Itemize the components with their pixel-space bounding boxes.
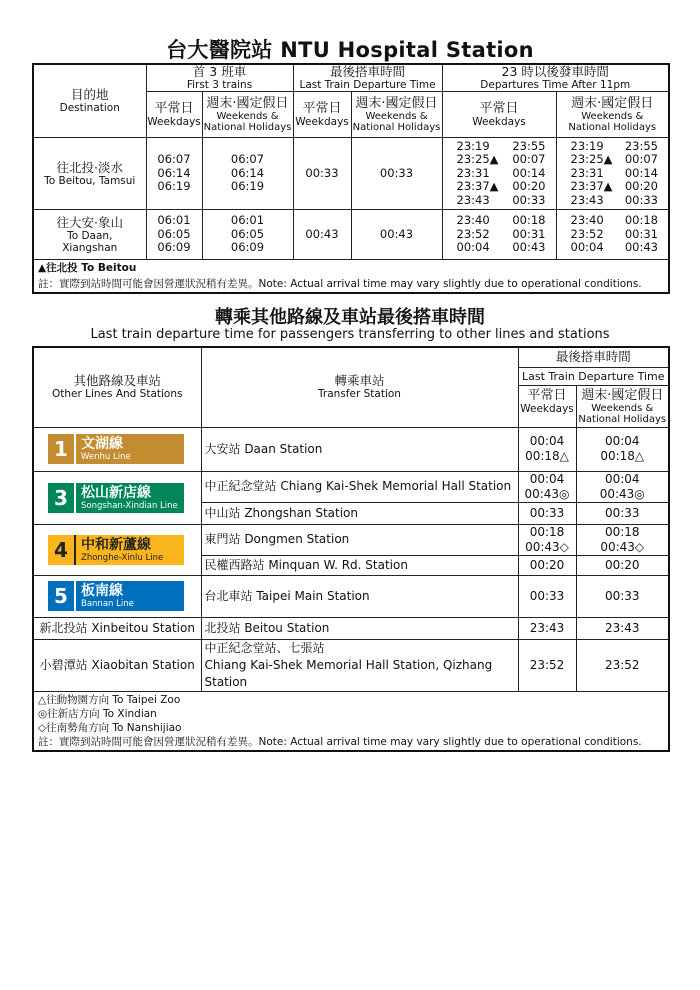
table-row (33, 575, 669, 617)
weekend-header: 週末·國定假日 Weekends & National Holidays (202, 92, 293, 138)
last-train-subheader: Last Train Departure Time 平常日 Weekdays 週末·國定假日 Weekends & National Holidays (520, 369, 667, 425)
last-train-header: 最後搭車時間 (518, 347, 669, 367)
line-badge-wenhu: 1 文湖線 Wenhu Line (48, 434, 184, 464)
table-row (33, 471, 669, 502)
after-weekend: 23:19 23:25▲ 23:31 23:37▲ 23:43 23:55 00:07 00:14 00:20 00:33 (556, 138, 669, 210)
transfer-subtitle: Last train departure time for passengers transferring to other lines and stations (90, 327, 610, 342)
station-beitou: 北投站 Beitou Station (201, 617, 518, 639)
legend-beitou: ▲往北投 To Beitou (38, 262, 137, 274)
table-row (33, 427, 669, 471)
station-ckshm: 中正紀念堂站 Chiang Kai-Shek Memorial Hall Station (201, 471, 518, 502)
weekend-time: 00:18 00:43◇ (576, 524, 669, 555)
weekday-header: 平常日 Weekdays (146, 92, 202, 138)
station-ckshm-qizhang: 中正紀念堂站、七張站 Chiang Kai-Shek Memorial Hall Station, Qizhang Station (201, 639, 518, 691)
after-weekday: 23:19 23:25▲ 23:31 23:37▲ 23:43 23:55 00:07 00:14 00:20 00:33 (442, 138, 556, 210)
destination-cell: 往北投·淡水 To Beitou, Tamsui (33, 138, 146, 210)
table-row (33, 617, 669, 639)
weekend-header: 週末·國定假日 Weekends & National Holidays (351, 92, 442, 138)
line-xinbeitou: 新北投站 Xinbeitou Station (33, 617, 201, 639)
weekend-time: 00:33 (576, 575, 669, 617)
line-bannan (33, 575, 201, 617)
legend-nanshijiao: ◇往南勢角方向 To Nanshijiao (38, 721, 182, 734)
line-wenhu (33, 427, 201, 471)
last-weekend: 00:43 (351, 210, 442, 260)
first-weekday: 06:01 06:05 06:09 (146, 210, 202, 260)
legend-zoo: △往動物園方向 To Taipei Zoo (38, 693, 181, 706)
timetable (32, 63, 670, 294)
weekday-time: 23:52 (518, 639, 576, 691)
weekday-time: 00:04 00:43◎ (518, 471, 576, 502)
after-weekday: 23:40 23:52 00:04 00:18 00:31 00:43 (442, 210, 556, 260)
lines-header: 其他路線及車站 Other Lines And Stations (33, 347, 201, 427)
line-zhonghe-xinlu (33, 524, 201, 575)
destination-cell: 往大安·象山 To Daan, Xiangshan (33, 210, 146, 260)
transfer-title: 轉乘其他路線及車站最後搭車時間 (215, 307, 485, 328)
table-row (33, 639, 669, 691)
weekend-header: 週末·國定假日 Weekends & National Holidays (556, 92, 669, 138)
last-train-header: 最後搭車時間 Last Train Departure Time (293, 64, 442, 92)
weekend-time: 00:04 00:18△ (576, 427, 669, 471)
weekday-time: 00:33 (518, 575, 576, 617)
weekday-time: 00:18 00:43◇ (518, 524, 576, 555)
table-row (33, 524, 669, 555)
weekend-time: 23:52 (576, 639, 669, 691)
weekday-time: 00:33 (518, 502, 576, 524)
table-row (33, 138, 669, 210)
first-weekend: 06:07 06:14 06:19 (202, 138, 293, 210)
weekday-time: 00:20 (518, 555, 576, 575)
table-row (33, 210, 669, 260)
weekday-header: 平常日 Weekdays (293, 92, 351, 138)
weekend-time: 23:43 (576, 617, 669, 639)
footnote: 註：實際到站時間可能會因營運狀況稍有差異。Note: Actual arrival time may vary slightly due to operational conditions. (38, 735, 642, 748)
line-songshan-xindian (33, 471, 201, 524)
weekday-time: 23:43 (518, 617, 576, 639)
weekend-time: 00:20 (576, 555, 669, 575)
station-dongmen: 東門站 Dongmen Station (201, 524, 518, 555)
line-badge-zhonghe-xinlu: 4 中和新蘆線 Zhonghe-Xinlu Line (48, 535, 184, 565)
first3-header: 首 3 班車 First 3 trains (146, 64, 293, 92)
station-minquan: 民權西路站 Minquan W. Rd. Station (201, 555, 518, 575)
legend-block (33, 691, 669, 751)
weekday-header: 平常日 Weekdays (442, 92, 556, 138)
station-title: 台大醫院站 NTU Hospital Station (166, 38, 534, 62)
line-xiaobitan: 小碧潭站 Xiaobitan Station (33, 639, 201, 691)
destination-header: 目的地 Destination (33, 64, 146, 138)
footnote: 註：實際到站時間可能會因營運狀況稍有差異。Note: Actual arrival time may vary slightly due to operational conditions. (38, 278, 642, 290)
weekday-time: 00:04 00:18△ (518, 427, 576, 471)
last-weekday: 00:33 (293, 138, 351, 210)
station-taipei-main: 台北車站 Taipei Main Station (201, 575, 518, 617)
legend-xindian: ◎往新店方向 To Xindian (38, 707, 157, 720)
first-weekday: 06:07 06:14 06:19 (146, 138, 202, 210)
station-daan: 大安站 Daan Station (201, 427, 518, 471)
first-weekend: 06:01 06:05 06:09 (202, 210, 293, 260)
transfer-table (32, 346, 670, 752)
after-weekend: 23:40 23:52 00:04 00:18 00:31 00:43 (556, 210, 669, 260)
line-badge-bannan: 5 板南線 Bannan Line (48, 581, 184, 611)
station-zhongshan: 中山站 Zhongshan Station (201, 502, 518, 524)
weekend-time: 00:33 (576, 502, 669, 524)
last-weekend: 00:33 (351, 138, 442, 210)
after-11pm-header: 23 時以後發車時間 Departures Time After 11pm (442, 64, 669, 92)
line-badge-songshan-xindian: 3 松山新店線 Songshan-Xindian Line (48, 483, 184, 513)
weekend-time: 00:04 00:43◎ (576, 471, 669, 502)
station-header: 轉乘車站 Transfer Station (201, 347, 518, 427)
last-weekday: 00:43 (293, 210, 351, 260)
